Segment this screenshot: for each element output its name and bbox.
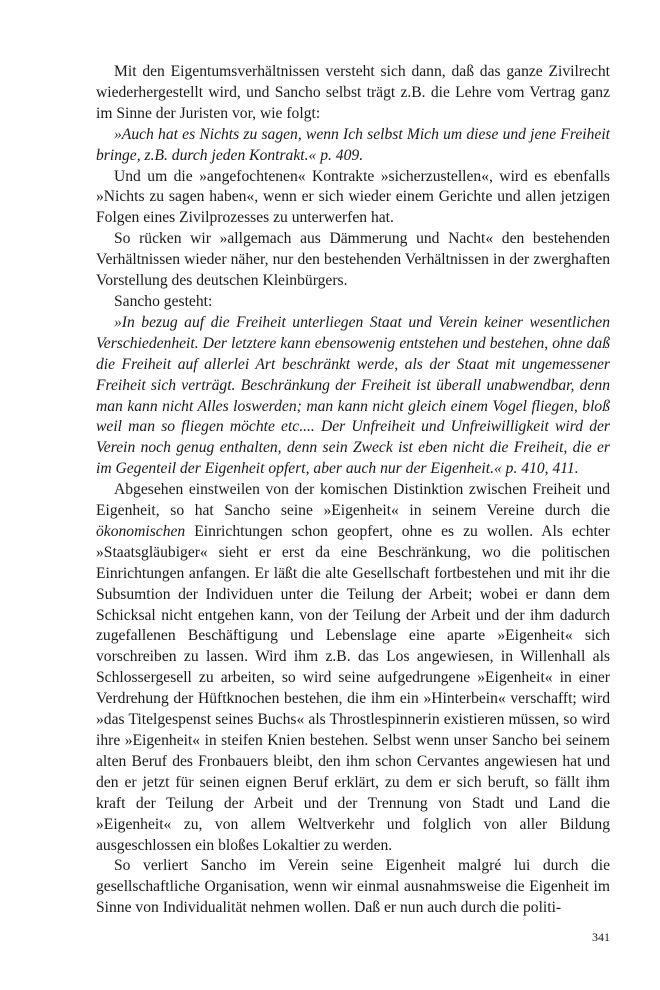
paragraph-5-text-before: Abgesehen einstweilen von der komischen Distinktion zwischen Freiheit und Eigenheit, so hat Sancho seine »Eigenheit« in seinem Vereine durch die — [96, 481, 610, 520]
page-number: 341 — [592, 930, 610, 944]
paragraph-3: So rücken wir »allgemach aus Dämmerung und Nacht« den bestehenden Verhältnissen wieder näher, nur den bestehenden Verhältnissen in der zwerghaften Vorstellung des deutschen Kleinbürgers. — [96, 230, 610, 290]
paragraph-4: Sancho gesteht: — [114, 292, 213, 310]
paragraph-1: Mit den Eigentumsverhältnissen versteht sich dann, daß das ganze Zivilrecht wiederhergestellt wird, und Sancho selbst trägt z.B. die Lehre vom Vertrag ganz im Sinne der Juristen vor, wie folgt: — [96, 63, 610, 122]
paragraph-5-text-after: Einrichtungen schon geopfert, ohne es zu wollen. Als echter »Staatsgläubiger« sieht er erst da eine Beschränkung, wo die politischen Einrichtungen anfangen. Er läßt die alte Gesellschaft fortbestehen und mit ihr die Subsumtion der Individuen unter die Teilung der Arbeit; wobei er dann dem Schicksal nicht entgehen kann, von der Teilung der Arbeit und der ihm dadurch zugefallenen Beschäftigung und Lebenslage eine aparte »Eigenheit« sich vorschreiben zu lassen. Wird ihm z.B. das Los angewiesen, in Willenhall als Schlossergesell zu arbeiten, so wird seine aufgedrungene »Eigenheit« in einer Verdrehung der Hüftknochen bestehen, die ihm ein »Hinterbein« verschafft; wird »das Titelgespenst seines Buchs« als Throstlespinnerin existieren müssen, so wird ihre »Eigenheit« in steifen Knien bestehen. Selbst wenn unser Sancho bei seinem alten Beruf des Fronbauers bleibt, den ihm schon Cervantes angewiesen hat und den er jetzt für seinen eignen Beruf erklärt, zu dem er sich beruft, so fällt ihm kraft der Teilung der Arbeit und der Trennung von Stadt und Land die »Eigenheit« zu, von allem Weltverkehr und folglich von aller Bildung ausgeschlossen ein bloßes Lokaltier zu werden. — [96, 522, 610, 854]
paragraph-5-emphasis: ökonomischen — [96, 522, 186, 540]
page-body — [96, 62, 610, 919]
quote-paragraph-2: »In bezug auf die Freiheit unterliegen Staat und Verein keiner wesentlichen Verschiedenheit. Der letztere kann ebensowenig entstehen und bestehen, ohne daß die Freiheit auf allerlei Art beschränkt werde, als der Staat mit ungemessener Freiheit sich verträgt. Beschränkung der Freiheit ist überall unabwendbar, denn man kann nicht Alles loswerden; man kann nicht gleich einem Vogel fliegen, bloß weil man so fliegen möchte etc.... Der Unfreiheit und Unfreiwilligkeit wird der Verein noch genug enthalten, denn sein Zweck ist eben nicht die Freiheit, die er im Gegenteil der Eigenheit opfert, aber auch nur der Eigenheit.« p. 410, 411. — [96, 313, 610, 478]
paragraph-6: So verliert Sancho im Verein seine Eigenheit malgré lui durch die gesellschaftliche Organisation, wenn wir einmal ausnahmsweise die Eigenheit im Sinne von Individualität nehmen wollen. Daß er nun auch durch die politi- — [96, 857, 610, 917]
paragraph-2: Und um die »angefochtenen« Kontrakte »sicherzustellen«, wird es ebenfalls »Nichts zu sagen haben«, wenn er sich wieder einem Gerichte und allen jetzigen Folgen eines Zivilprozesses zu unterwerfen hat. — [96, 167, 610, 227]
quote-paragraph-1: »Auch hat es Nichts zu sagen, wenn Ich selbst Mich um diese und jene Freiheit bringe, z.B. durch jeden Kontrakt.« p. 409. — [96, 125, 610, 164]
paragraph-5 — [96, 480, 610, 856]
